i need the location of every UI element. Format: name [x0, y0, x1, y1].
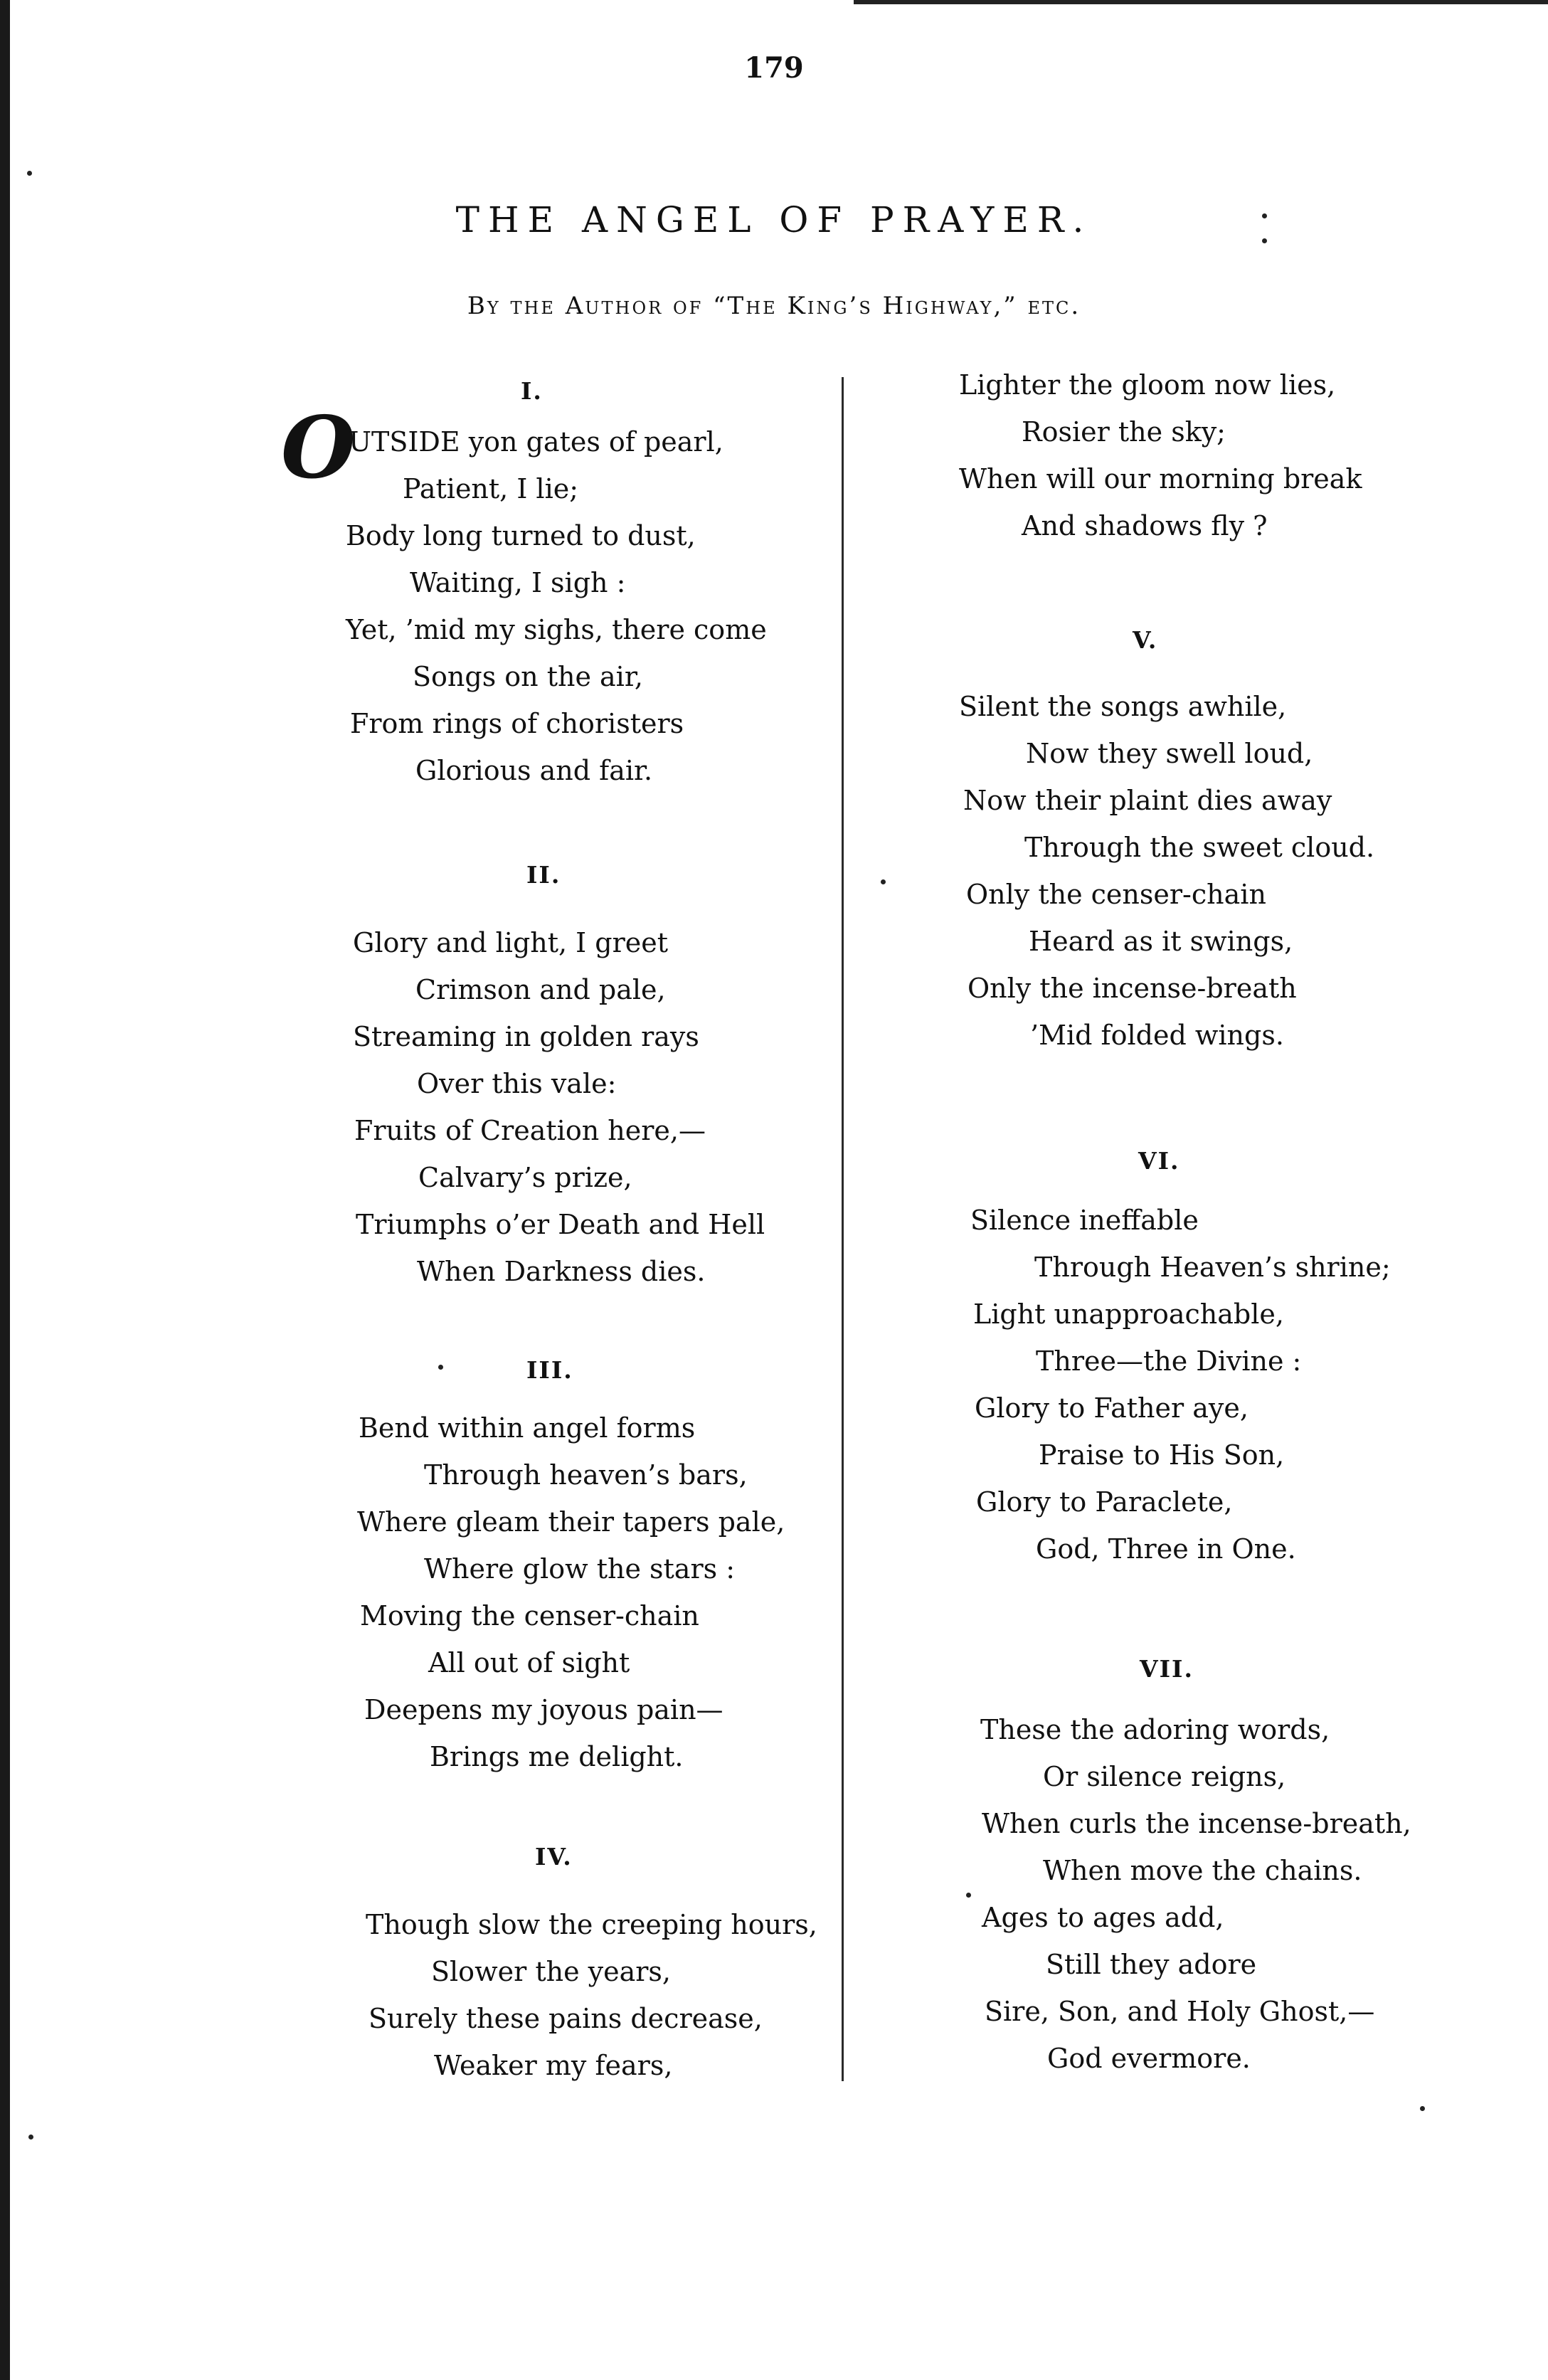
- poem-line: Glorious and fair.: [415, 755, 653, 786]
- poem-line: Through the sweet cloud.: [1024, 832, 1375, 863]
- poem-line: From rings of choristers: [350, 708, 684, 739]
- print-speck: [1262, 213, 1267, 218]
- poem-line: Ages to ages add,: [982, 1902, 1224, 1933]
- poem-line: Only the censer-chain: [966, 879, 1266, 910]
- poem-line: When will our morning break: [959, 463, 1362, 494]
- poem-line: God, Three in One.: [1036, 1533, 1296, 1565]
- poem-line: Lighter the gloom now lies,: [959, 369, 1336, 401]
- poem-line: Streaming in golden rays: [353, 1021, 699, 1052]
- poem-line: When curls the incense-breath,: [982, 1808, 1411, 1839]
- poem-line: Silent the songs awhile,: [959, 691, 1287, 722]
- poem-line: And shadows fly ?: [1022, 510, 1268, 541]
- poem-line: Waiting, I sigh :: [410, 567, 626, 598]
- stanza-numeral: II.: [526, 861, 561, 889]
- poem-title: THE ANGEL OF PRAYER.: [455, 199, 1093, 240]
- print-speck: [28, 2135, 33, 2140]
- drop-cap: O: [281, 398, 356, 498]
- poem-line: Silence ineffable: [970, 1205, 1199, 1236]
- poem-line: All out of sight: [428, 1647, 630, 1678]
- poem-line: Through Heaven’s shrine;: [1034, 1252, 1391, 1283]
- poem-line: Where glow the stars :: [424, 1553, 735, 1585]
- poem-byline: By the Author of “The King’s Highway,” etc.: [467, 292, 1081, 320]
- poem-line: Praise to His Son,: [1039, 1439, 1285, 1471]
- poem-line: Now they swell loud,: [1026, 738, 1313, 769]
- poem-line: Crimson and pale,: [415, 974, 666, 1005]
- stanza-numeral: VII.: [1140, 1655, 1194, 1683]
- stanza-numeral: IV.: [535, 1843, 573, 1871]
- poem-line: Light unapproachable,: [973, 1299, 1284, 1330]
- poem-line: Or silence reigns,: [1043, 1761, 1286, 1792]
- poem-line: Calvary’s prize,: [418, 1162, 632, 1193]
- poem-line: Where gleam their tapers pale,: [357, 1506, 785, 1538]
- poem-line: Patient, I lie;: [403, 473, 579, 504]
- poem-line: Triumphs o’er Death and Hell: [356, 1209, 765, 1240]
- poem-line: Through heaven’s bars,: [424, 1459, 748, 1491]
- poem-line: Heard as it swings,: [1029, 926, 1293, 957]
- poem-line: Glory to Father aye,: [975, 1392, 1249, 1424]
- column-divider: [842, 377, 844, 2081]
- stanza-numeral: V.: [1133, 626, 1158, 654]
- poem-line: Weaker my fears,: [434, 2050, 673, 2081]
- poem-line: Brings me delight.: [430, 1741, 684, 1772]
- poem-line: Still they adore: [1046, 1949, 1257, 1980]
- stanza-numeral: VI.: [1138, 1147, 1180, 1175]
- poem-line: When move the chains.: [1043, 1855, 1362, 1886]
- poem-line: Three—the Divine :: [1036, 1345, 1302, 1377]
- print-speck: [27, 171, 32, 176]
- poem-line: Moving the censer-chain: [360, 1600, 699, 1631]
- poem-line: Glory and light, I greet: [353, 927, 668, 958]
- poem-line: Rosier the sky;: [1022, 416, 1226, 448]
- print-speck: [1262, 238, 1267, 243]
- poem-line: Only the incense-breath: [968, 973, 1297, 1004]
- top-rule: [854, 0, 1548, 4]
- poem-line: When Darkness dies.: [417, 1256, 706, 1287]
- poem-line: These the adoring words,: [980, 1714, 1330, 1745]
- poem-line: Over this vale:: [417, 1068, 617, 1099]
- poem-line: Fruits of Creation here,—: [354, 1115, 706, 1146]
- poem-line: Though slow the creeping hours,: [366, 1909, 817, 1940]
- stanza-numeral: I.: [521, 377, 543, 405]
- poem-line: ’Mid folded wings.: [1030, 1020, 1284, 1051]
- page-left-edge: [0, 0, 10, 2380]
- page-number: 179: [744, 51, 804, 85]
- poem-line: Songs on the air,: [413, 661, 643, 692]
- stanza-numeral: III.: [526, 1356, 573, 1384]
- print-speck: [881, 879, 886, 884]
- poem-line: Slower the years,: [431, 1956, 671, 1987]
- poem-line: Glory to Paraclete,: [976, 1486, 1233, 1518]
- print-speck: [1420, 2106, 1425, 2111]
- poem-line: Now their plaint dies away: [963, 785, 1332, 816]
- poem-line: Surely these pains decrease,: [369, 2003, 763, 2034]
- poem-line: Yet, ’mid my sighs, there come: [346, 614, 767, 645]
- poem-line: Bend within angel forms: [359, 1412, 696, 1444]
- print-speck: [966, 1893, 971, 1898]
- print-speck: [438, 1365, 443, 1370]
- poem-line: UTSIDE yon gates of pearl,: [349, 426, 723, 458]
- poem-line: Deepens my joyous pain—: [364, 1694, 723, 1725]
- poem-line: Body long turned to dust,: [346, 520, 696, 551]
- poem-line: Sire, Son, and Holy Ghost,—: [985, 1996, 1375, 2027]
- poem-line: God evermore.: [1047, 2043, 1251, 2074]
